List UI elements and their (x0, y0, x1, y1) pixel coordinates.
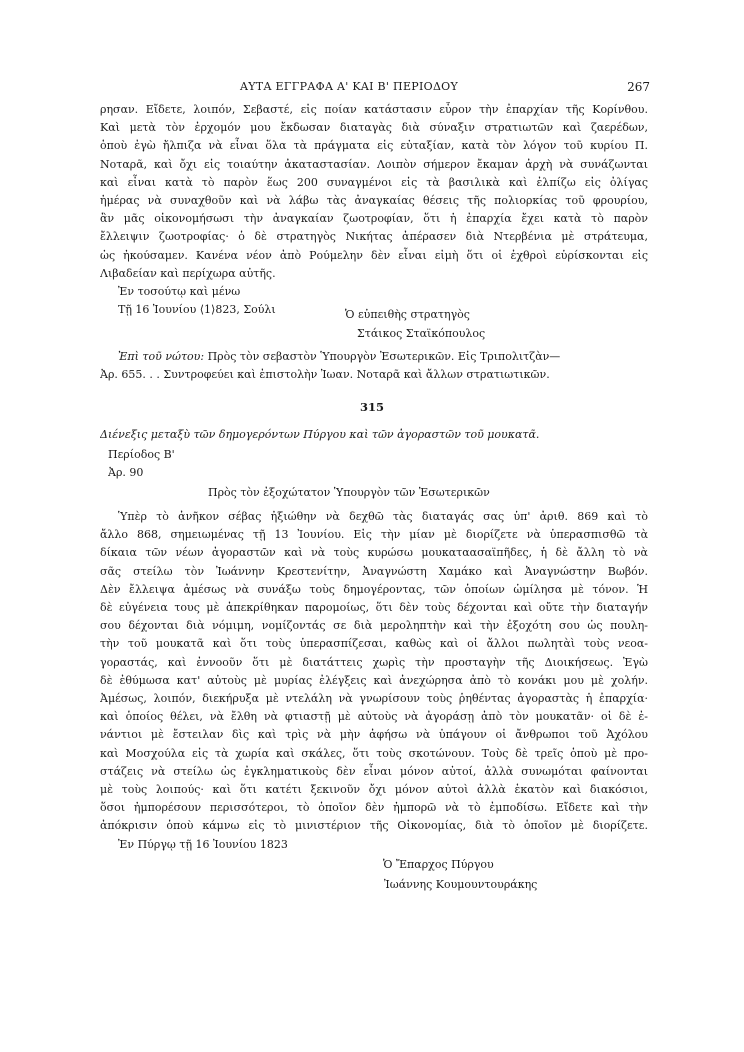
running-title: ΑΥΤΑ ΕΓΓΡΑΦΑ Α' ΚΑΙ Β' ΠΕΡΙΟΔΟΥ (240, 80, 459, 93)
page-number: 267 (627, 80, 650, 94)
text-line: καὶ Μοσχούλα εἰς τὰ χωρία καὶ σκάλες, ὅτι τοὺς σκοτώνουν. Τοὺς δὲ τρεῖς ὁποὺ μὲ προ- (100, 746, 648, 760)
text-line: ὁποὺ ἐγὼ ἤλπιζα νὰ εἶναι ὅλα τὰ πράγματα εἰς εὐταξίαν, κατὰ τὸν λόγον τοῦ κυρίου Π. (100, 139, 648, 153)
signature-title: Ὁ Ἔπαρχος Πύργου (383, 858, 494, 871)
text-line: Δὲν ἔλλειψα ἀμέσως νὰ συνάξω τοὺς δημογέροντας, τῶν ὁποίων ὡμίλησα μὲ τόνον. Ἡ (100, 582, 648, 596)
closing-line: Ἐν τοσούτῳ καὶ μένω (118, 285, 241, 299)
text-line: δὲ εὐγένεια τους μὲ ἀπεκρίθηκαν παρομοίως, ὅτι δὲν τοὺς δέχονται καὶ οὔτε τὴν διαταγήν (100, 601, 648, 615)
text-line: καὶ εἶναι κατὰ τὸ παρὸν ἕως 200 συναγμένοι εἰς τὰ βασιλικὰ καὶ ἐλπίζω εἰς ὀλίγας (100, 175, 648, 189)
text-line: δὲ ἐθύμωσα κατ' αὐτοὺς μὲ μυρίας ἐλέγξεις καὶ ἀνεχώρησα ἀπὸ τὸ κονάκι μου μὲ χολήν. (100, 673, 648, 687)
text-line: ὅσοι ἠμπορέσουν περισσότεροι, τὸ ὁποῖον δὲν ἠμπορῶ νὰ τὸ ἐμποδίσω. Εἴδετε καὶ τὴν (100, 801, 648, 815)
date-place: Τῇ 16 Ἰουνίου ⟨1⟩823, Σούλι (118, 303, 276, 317)
text-line: στάζεις νὰ στείλω ὡς ἐγκληματικοὺς δὲν εἶναι μόνον αὐτοί, ἀλλὰ συνωμόται φαίνονται (100, 764, 648, 778)
text-line: ἄλλο 868, σημειωμένας τῇ 13 Ἰουνίου. Εἰς τὴν μίαν μὲ διορίζετε νὰ ὑπερασπισθῶ τὰ (100, 528, 648, 542)
document-meta (108, 446, 656, 482)
text-line: Νοταρᾶ, καὶ ὄχι εἰς τοιαύτην ἀκαταστασίαν. Λοιπὸν σήμερον ἔκαμαν ἀρχὴ νὰ συνάζωνται (100, 157, 648, 171)
text-line: γοραστάς, καὶ ἐννοοῦν ὅτι μὲ διατάττεις χωρὶς τὴν προσταγὴν τῆς Διοικήσεως. Ἐγὼ (100, 655, 648, 669)
text-line: νάντιοι μὲ ἔστειλαν δὶς καὶ τρὶς νὰ μὴν ἀφήσω νὰ ὑπάγουν οἱ ἄνθρωποι τοῦ Ἀχόλου (100, 728, 648, 742)
document-title (100, 426, 648, 444)
text-line: τὴν τοῦ μουκατᾶ καὶ ὅτι τοὺς ὑπερασπίζεσαι, καθὼς καὶ οἱ ἄλλοι πωλητὰὶ τοὺς νεοα- (100, 637, 648, 651)
address-line (208, 484, 628, 502)
document-number: 315 (359, 400, 384, 414)
page-header (100, 80, 650, 96)
text-line: καὶ ὁποίος θέλει, νὰ ἔλθη νὰ φτιαστῇ μὲ αὐτοὺς νὰ ἀγοράσῃ ἀπὸ τὸν μουκατᾶν· οἱ δὲ ἐ- (100, 710, 648, 724)
verso-line (100, 348, 648, 366)
verso-text: Πρὸς τὸν σεβαστὸν Ὑπουργὸν Ἐσωτερικῶν. Εἰς Τριπολιτζὰν— (204, 350, 561, 363)
text-line: ὡς ἠκούσαμεν. Κανένα νέον ἀπὸ Ρούμελην δὲν εἶναι εἰμὴ ὅτι οἱ ἐχθροὶ εὑρίσκονται εἰς (100, 248, 648, 262)
text-line: μὲ τοὺς λοιπούς· καὶ ὅτι κατέτι ξεκινοῦν ὄχι μόνον αὐτοὶ ἀλλὰ ἑκατὸν καὶ διακόσιοι, (100, 783, 648, 797)
verso-line: Ἀρ. 655. . . Συντροφεύει καὶ ἐπιστολὴν Ἰωαν. Νοταρᾶ καὶ ἄλλων στρατιωτικῶν. (100, 368, 550, 382)
text-line: Λιβαδείαν καὶ περίχωρα αὐτῆς. (100, 266, 276, 280)
text-line: Ὑπὲρ τὸ ἀνῆκον σέβας ἠξιώθην νὰ δεχθῶ τὰς διαταγάς σας ὑπ' ἀριθ. 869 καὶ τὸ (118, 510, 648, 523)
document-body (100, 508, 648, 854)
text-line: δίκαια τῶν νέων ἀγοραστῶν καὶ νὰ τοὺς κυρώσω μουκαταασαϊπῆδες, ἡ δὲ ἄλλη τὸ νὰ (100, 546, 648, 560)
address-text: Πρὸς τὸν ἐξοχώτατον Ὑπουργὸν τῶν Ἐσωτερικῶν (208, 486, 490, 499)
verso-label: Ἐπὶ τοῦ νώτου: (118, 350, 205, 363)
text-line: Ἀμέσως, λοιπόν, διεκήρυξα μὲ ντελάλη νὰ γνωρίσουν τοὺς ῥηθέντας ἀγοραστὰς ἡ ἐπαρχία· (100, 692, 648, 706)
period-label: Περίοδος Β' (108, 448, 175, 461)
signature-name: Ἰωάννης Κουμουντουράκης (384, 878, 538, 891)
letter-body (100, 101, 648, 319)
date-place: Ἐν Πύργῳ τῇ 16 Ἰουνίου 1823 (118, 837, 288, 851)
document-title-text: Διένεξις μεταξὺ τῶν δημογερόντων Πύργου καὶ τῶν ἀγοραστῶν τοῦ μουκατᾶ. (100, 428, 540, 441)
signature-title: Ὁ εὐπειθὴς στρατηγὸς (345, 308, 470, 321)
text-line: σᾶς στείλω τὸν Ἰωάννην Κρεστενίτην, Ἀναγνώστη Χαμάκο καὶ Ἀναγνώστην Βωβόν. (100, 564, 648, 578)
signature-name: Στάικος Σταϊκόπουλος (357, 327, 486, 340)
verso-note (100, 348, 648, 384)
text-line: ἂν μᾶς οἰκονομήσωσι τὴν ἀναγκαίαν ζωοτροφίαν, ὅτι ἡ ἐπαρχία ἔχει κατὰ τὸ παρὸν (100, 212, 648, 226)
text-line: ἀπόκρισιν ὁποὺ κάμνω εἰς τὸ μινιστέριον τῆς Οἰκονομίας, διὰ τὸ ὁποῖον μὲ διορίζετε. (100, 819, 648, 833)
reference-number: Ἀρ. 90 (108, 466, 144, 480)
text-line: ἔλλειψιν ζωοτροφίας· ὁ δὲ στρατηγὸς Νικήτας ἀπέρασεν διὰ Ντερβένια μὲ στράτευμα, (100, 230, 648, 244)
text-line: σου δέχονται διὰ νόμιμη, νομίζοντάς σε διὰ μεροληπτὴν καὶ τὴν ἐξοχότη σου ὡς πουλη- (100, 619, 648, 633)
text-line: ρησαν. Εἴδετε, λοιπόν, Σεβαστέ, εἰς ποίαν κατάστασιν εὗρον τὴν ἐπαρχίαν τῆς Κορίνθου. (100, 103, 648, 116)
text-line: ἡμέρας νὰ συναχθοῦν καὶ νὰ λάβω τὰς ἀναγκαίας θέσεις τῆς πολιορκίας τοῦ φρουρίου, (100, 194, 648, 208)
text-line: Καὶ μετὰ τὸν ἐρχομόν μου ἔκδωσαν διαταγὰς διὰ σύναξιν στρατιωτῶν καὶ ζαερέδων, (100, 121, 648, 135)
